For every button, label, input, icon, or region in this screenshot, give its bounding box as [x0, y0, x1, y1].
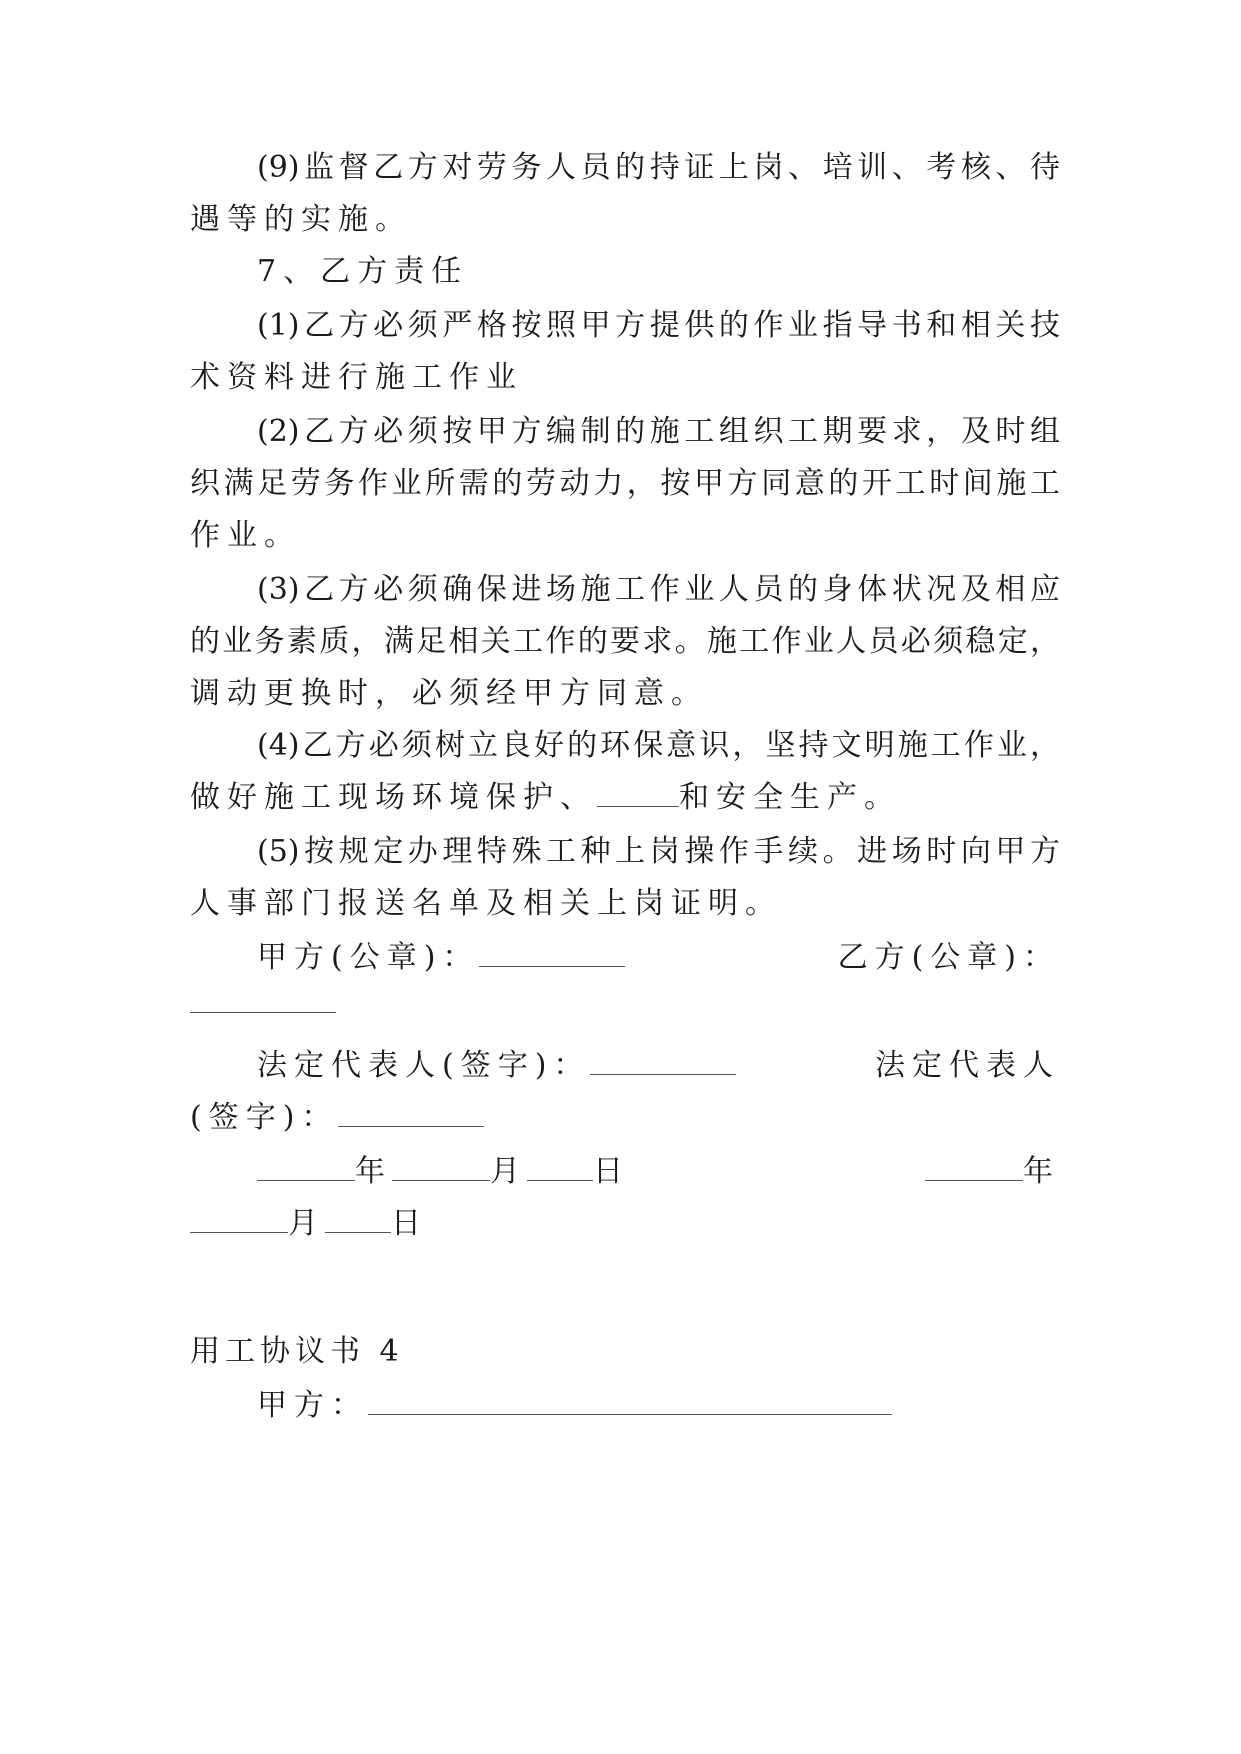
party-b-rep-line: [190, 1098, 1060, 1138]
party-b-year-line: [925, 1152, 1060, 1192]
year-blank: [925, 1154, 1023, 1181]
paragraph-line: 术资料进行施工作业: [190, 360, 523, 395]
party-b-rep-blank: [338, 1100, 484, 1127]
paragraph-line: (9)监督乙方对劳务人员的持证上岗、培训、考核、待: [257, 150, 1060, 185]
party-a-seal-blank: [479, 940, 625, 967]
paragraph-text: 做好施工现场环境保护、: [190, 780, 597, 815]
month-label: 月: [288, 1206, 325, 1241]
paragraph-line: 作业。: [190, 518, 301, 553]
fill-blank: [597, 780, 679, 807]
day-label: 日: [593, 1154, 630, 1189]
paragraph-line: [190, 778, 1060, 818]
party-a-seal-label: 甲方(公章)：: [257, 940, 480, 975]
party-a-rep-blank: [590, 1048, 736, 1075]
next-party-a-line: [257, 1386, 1060, 1426]
paragraph-line: (2)乙方必须按甲方编制的施工组织工期要求，及时组: [257, 414, 1060, 449]
next-party-a-label: 甲方：: [257, 1388, 368, 1423]
party-a-rep-label: 法定代表人(签字)：: [257, 1048, 591, 1083]
year-blank: [257, 1154, 355, 1181]
day-blank: [527, 1154, 593, 1181]
year-label: 年: [355, 1154, 392, 1189]
day-label: 日: [391, 1206, 428, 1241]
paragraph-line: (4)乙方必须树立良好的环保意识，坚持文明施工作业，: [257, 728, 1060, 763]
next-document-title: 用工协议书 4: [190, 1334, 404, 1369]
next-party-a-blank: [368, 1388, 892, 1415]
paragraph-line: (5)按规定办理特殊工种上岗操作手续。进场时向甲方: [257, 834, 1060, 869]
party-b-seal-label: 乙方(公章)：: [837, 940, 1060, 975]
paragraph-line: (1)乙方必须严格按照甲方提供的作业指导书和相关技: [257, 308, 1060, 343]
paragraph-line: 的业务素质，满足相关工作的要求。施工作业人员必须稳定，: [190, 624, 1060, 659]
party-b-rep-label-cont: (签字)：: [190, 1100, 339, 1135]
paragraph-text: 和安全生产。: [679, 780, 901, 815]
paragraph-line: (3)乙方必须确保进场施工作业人员的身体状况及相应: [257, 572, 1060, 607]
paragraph-line: 人事部门报送名单及相关上岗证明。: [190, 886, 782, 921]
day-blank: [325, 1206, 391, 1233]
section-heading: 7、乙方责任: [257, 254, 469, 289]
party-b-rep-label: 法定代表人: [875, 1048, 1060, 1083]
paragraph-line: 遇等的实施。: [190, 202, 412, 237]
paragraph-line: 织满足劳务作业所需的劳动力，按甲方同意的开工时间施工: [190, 466, 1060, 501]
paragraph-line: 调动更换时，必须经甲方同意。: [190, 676, 708, 711]
month-blank: [392, 1154, 490, 1181]
year-label: 年: [1023, 1154, 1060, 1189]
party-b-seal-blank: [190, 986, 336, 1013]
month-blank: [190, 1206, 288, 1233]
party-b-date-line: [190, 1204, 1060, 1244]
party-b-seal-line: [190, 984, 1060, 1024]
month-label: 月: [490, 1154, 527, 1189]
